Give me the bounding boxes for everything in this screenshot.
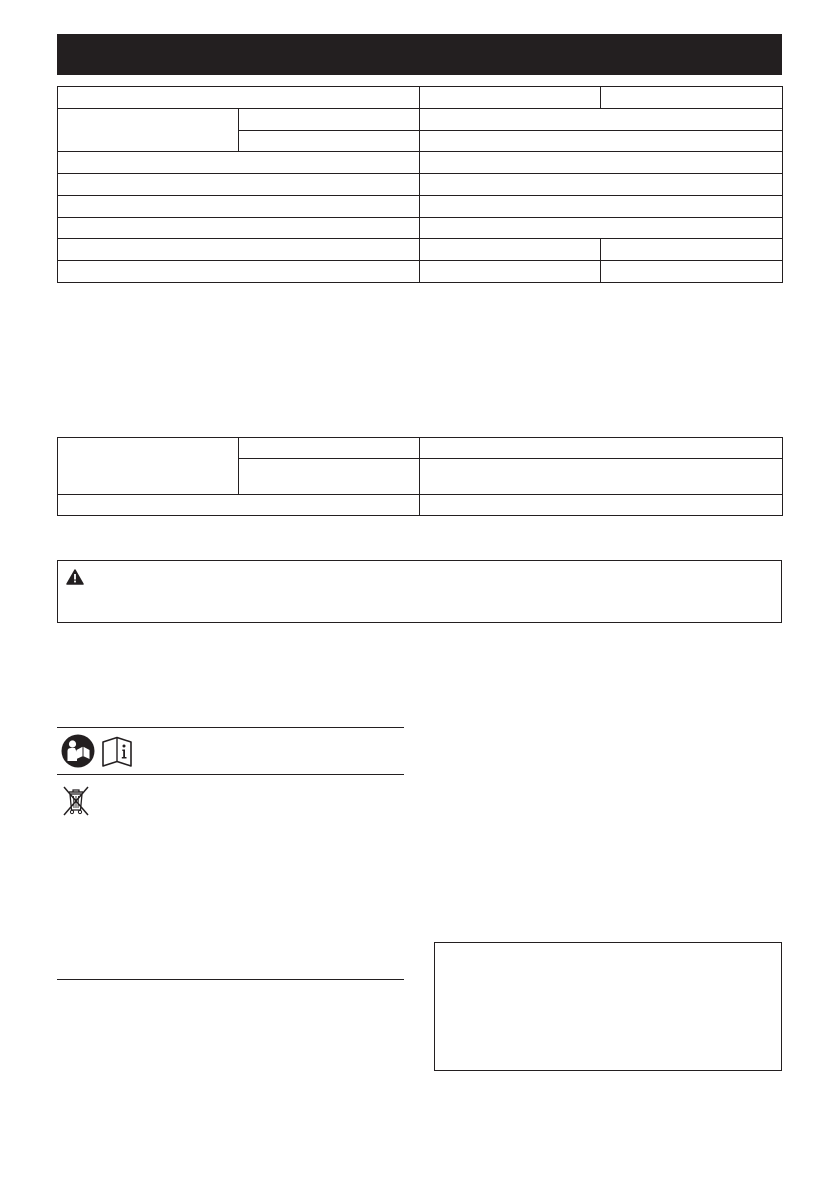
table-row: [58, 261, 783, 283]
table-cell: [239, 108, 420, 130]
divider: [57, 774, 404, 775]
table-cell: [420, 495, 783, 516]
table-row: [58, 217, 783, 239]
table-cell: [420, 459, 783, 495]
divider: [57, 979, 404, 980]
read-manual-icon: [61, 734, 137, 773]
table-row: [58, 495, 783, 516]
table-cell: [58, 495, 420, 516]
divider: [57, 727, 404, 728]
table-cell: [601, 239, 783, 261]
table-cell: [58, 261, 420, 283]
noise-vibration-table: [57, 437, 783, 516]
table-row: [58, 108, 783, 130]
table-cell: [420, 261, 601, 283]
table-cell: [58, 108, 239, 152]
table-row: [58, 195, 783, 217]
table-cell: [58, 87, 420, 109]
table-row: [58, 152, 783, 174]
table-cell: [601, 87, 783, 109]
specification-table: [57, 86, 783, 283]
warning-box: [57, 560, 782, 623]
table-cell: [239, 459, 420, 495]
table-row: [58, 438, 783, 459]
note-box: [434, 942, 782, 1071]
table-cell: [601, 261, 783, 283]
table-cell: [239, 130, 420, 152]
table-cell: [420, 174, 783, 196]
table-cell: [420, 87, 601, 109]
table-cell: [420, 152, 783, 174]
table-cell: [420, 130, 783, 152]
table-row: [58, 174, 783, 196]
table-cell: [420, 239, 601, 261]
table-cell: [58, 152, 420, 174]
table-cell: [239, 438, 420, 459]
table-cell: [420, 217, 783, 239]
table-cell: [420, 195, 783, 217]
table-cell: [58, 195, 420, 217]
table-cell: [420, 108, 783, 130]
table-cell: [58, 217, 420, 239]
crossed-bin-icon: [61, 784, 91, 823]
header-bar: [57, 34, 782, 75]
warning-triangle-icon: [66, 569, 84, 590]
table-cell: [58, 239, 420, 261]
table-row: [58, 239, 783, 261]
table-cell: [58, 174, 420, 196]
table-row: [58, 87, 783, 109]
table-cell: [420, 438, 783, 459]
table-cell: [58, 438, 239, 495]
